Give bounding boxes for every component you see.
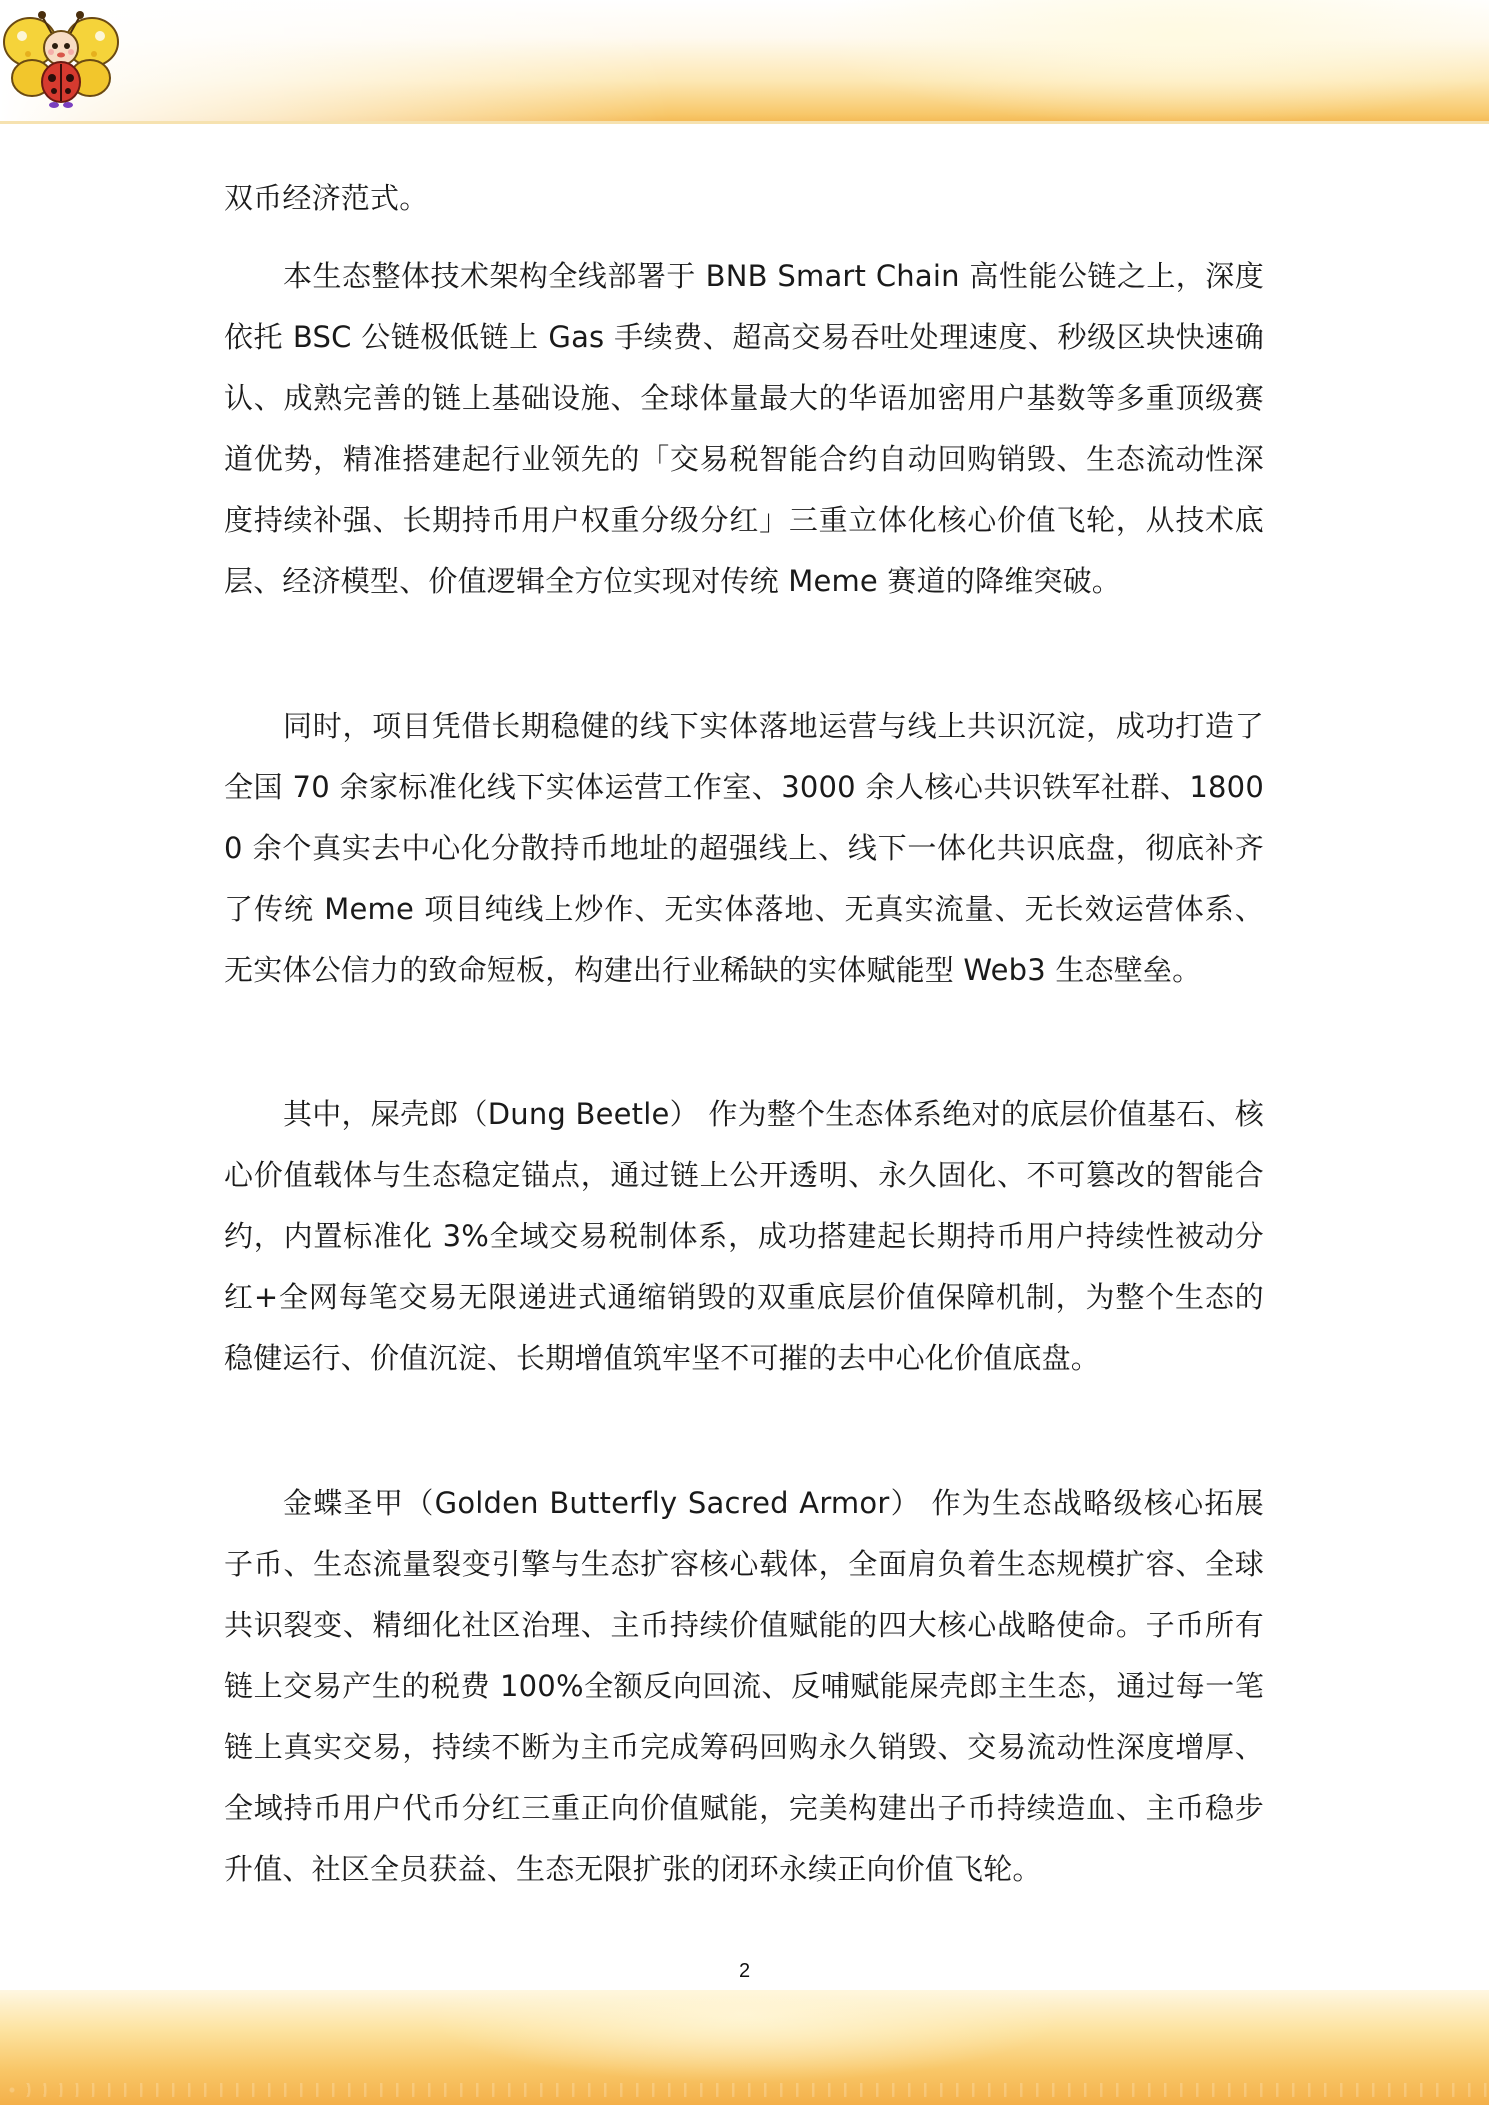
document-body bbox=[224, 168, 1264, 1900]
paragraph-3: 同时，项目凭借长期稳健的线下实体落地运营与线上共识沉淀，成功打造了全国 70 余家标准化线下实体运营工作室、3000 余人核心共识铁军社群、18000 余个真实去中心化分散持币地址的超强线上、线下一体化共识底盘，彻底补齐了传统 Meme 项目纯线上炒作、无实体落地、无真实流量、无长效运营体系、无实体公信力的致命短板，构建出行业稀缺的实体赋能型 Web3 生态壁垒。 bbox=[224, 709, 1264, 987]
page-number: 2 bbox=[738, 1960, 751, 1982]
paragraph-2: 本生态整体技术架构全线部署于 BNB Smart Chain 高性能公链之上，深度依托 BSC 公链极低链上 Gas 手续费、超高交易吞吐处理速度、秒级区块快速确认、成熟完善的链上基础设施、全球体量最大的华语加密用户基数等多重顶级赛道优势，精准搭建起行业领先的「交易税智能合约自动回购销毁、生态流动性深度持续补强、长期持币用户权重分级分红」三重立体化核心价值飞轮，从技术底层、经济模型、价值逻辑全方位实现对传统 Meme 赛道的降维突破。 bbox=[224, 259, 1264, 598]
page-footer-banner bbox=[0, 1990, 1489, 2105]
butterfly-ladybug-mascot-icon bbox=[2, 6, 120, 110]
paragraph-1: 双币经济范式。 bbox=[224, 181, 429, 215]
paragraph-4: 其中，屎壳郎（Dung Beetle） 作为整个生态体系绝对的底层价值基石、核心价值载体与生态稳定锚点，通过链上公开透明、永久固化、不可篡改的智能合约，内置标准化 3%全域交易税制体系，成功搭建起长期持币用户持续性被动分红+全网每笔交易无限递进式通缩销毁的双重底层价值保障机制，为整个生态的稳健运行、价值沉淀、长期增值筑牢坚不可摧的去中心化价值底盘。 bbox=[224, 1097, 1264, 1375]
page-header-banner bbox=[0, 0, 1489, 124]
paragraph-5: 金蝶圣甲（Golden Butterfly Sacred Armor） 作为生态战略级核心拓展子币、生态流量裂变引擎与生态扩容核心载体，全面肩负着生态规模扩容、全球共识裂变、精细化社区治理、主币持续价值赋能的四大核心战略使命。子币所有链上交易产生的税费 100%全额反向回流、反哺赋能屎壳郎主生态，通过每一笔链上真实交易，持续不断为主币完成筹码回购永久销毁、交易流动性深度增厚、全域持币用户代币分红三重正向价值赋能，完美构建出子币持续造血、主币稳步升值、社区全员获益、生态无限扩张的闭环永续正向价值飞轮。 bbox=[224, 1486, 1264, 1886]
